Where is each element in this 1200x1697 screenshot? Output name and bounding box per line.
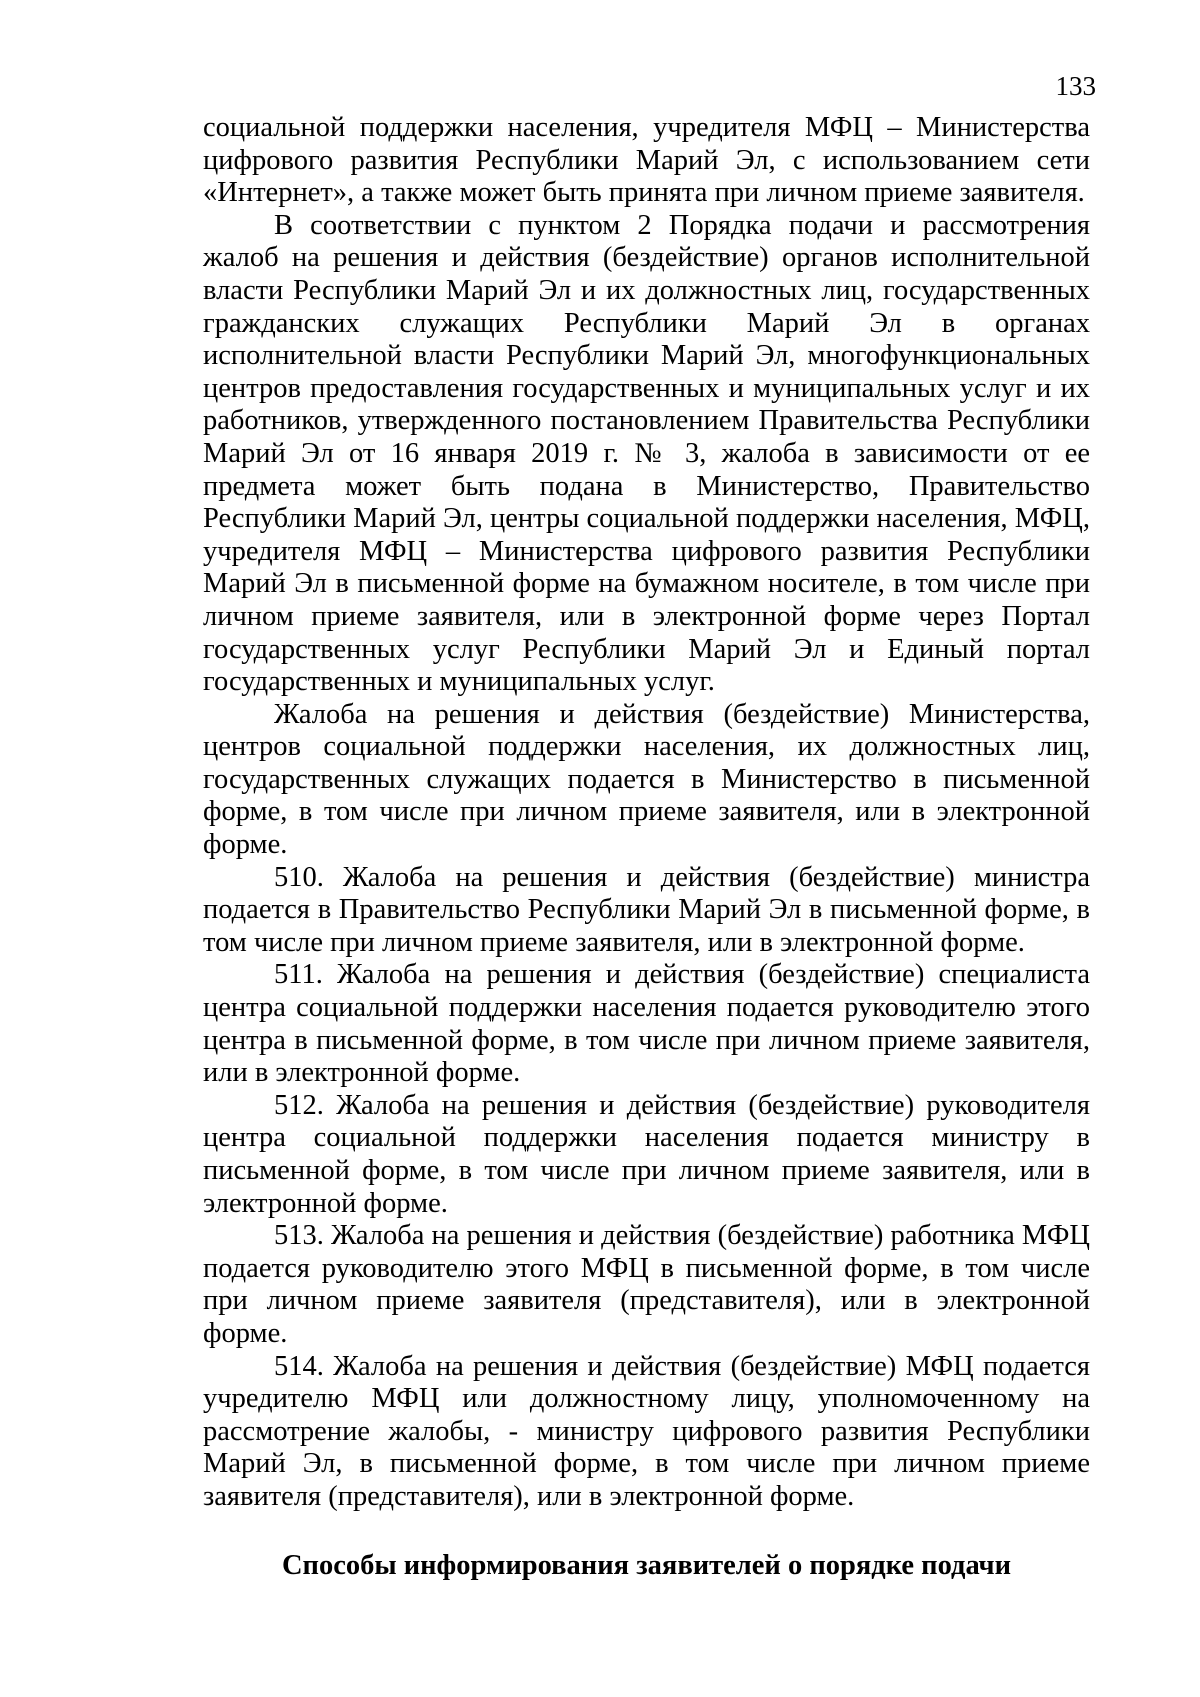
paragraph-ministry-complaint: Жалоба на решения и действия (бездействие) Министерства, центров социальной поддержки населения, их должностных лиц, государственных служащих подается в Министерство в письменной форме, в том числе при личном приеме заявителя, или в электронной форме. [203, 698, 1090, 861]
document-body [203, 112, 1090, 1514]
paragraph-complaint-procedure: В соответствии с пунктом 2 Порядка подачи и рассмотрения жалоб на решения и действия (бездействие) органов исполнительной власти Республики Марий Эл и их должностных лиц, государственных гражданских служащих Республики Марий Эл в органах исполнительной власти Республики Марий Эл, многофункциональных центров предоставления государственных и муниципальных услуг и их работников, утвержденного постановлением Правительства Республики Марий Эл от 16 января 2019 г. № 3, жалоба в зависимости от ее предмета может быть подана в Министерство, Правительство Республики Марий Эл, центры социальной поддержки населения, МФЦ, учредителя МФЦ – Министерства цифрового развития Республики Марий Эл в письменной форме на бумажном носителе, в том числе при личном приеме заявителя, или в электронной форме через Портал государственных услуг Республики Марий Эл и Единый портал государственных и муниципальных услуг. [203, 209, 1090, 698]
paragraph-continuation: социальной поддержки населения, учредителя МФЦ – Министерства цифрового развития Республики Марий Эл, с использованием сети «Интернет», а также может быть принята при личном приеме заявителя. [203, 112, 1090, 209]
paragraph-511: 511. Жалоба на решения и действия (бездействие) специалиста центра социальной поддержки населения подается руководителю этого центра в письменной форме, в том числе при личном приеме заявителя, или в электронной форме. [203, 959, 1090, 1089]
page-number: 133 [1055, 71, 1096, 101]
section-heading: Способы информирования заявителей о порядке подачи [281, 1550, 1012, 1581]
paragraph-512: 512. Жалоба на решения и действия (бездействие) руководителя центра социальной поддержки населения подается министру в письменной форме, в том числе при личном приеме заявителя, или в электронной форме. [203, 1089, 1090, 1219]
paragraph-514: 514. Жалоба на решения и действия (бездействие) МФЦ подается учредителю МФЦ или должностному лицу, уполномоченному на рассмотрение жалобы, - министру цифрового развития Республики Марий Эл, в письменной форме, в том числе при личном приеме заявителя (представителя), или в электронной форме. [203, 1350, 1090, 1512]
paragraph-513: 513. Жалоба на решения и действия (бездействие) работника МФЦ подается руководителю этого МФЦ в письменной форме, в том числе при личном приеме заявителя (представителя), или в электронной форме. [203, 1220, 1090, 1349]
paragraph-510: 510. Жалоба на решения и действия (бездействие) министра подается в Правительство Республики Марий Эл в письменной форме, в том числе при личном приеме заявителя, или в электронной форме. [203, 861, 1090, 958]
